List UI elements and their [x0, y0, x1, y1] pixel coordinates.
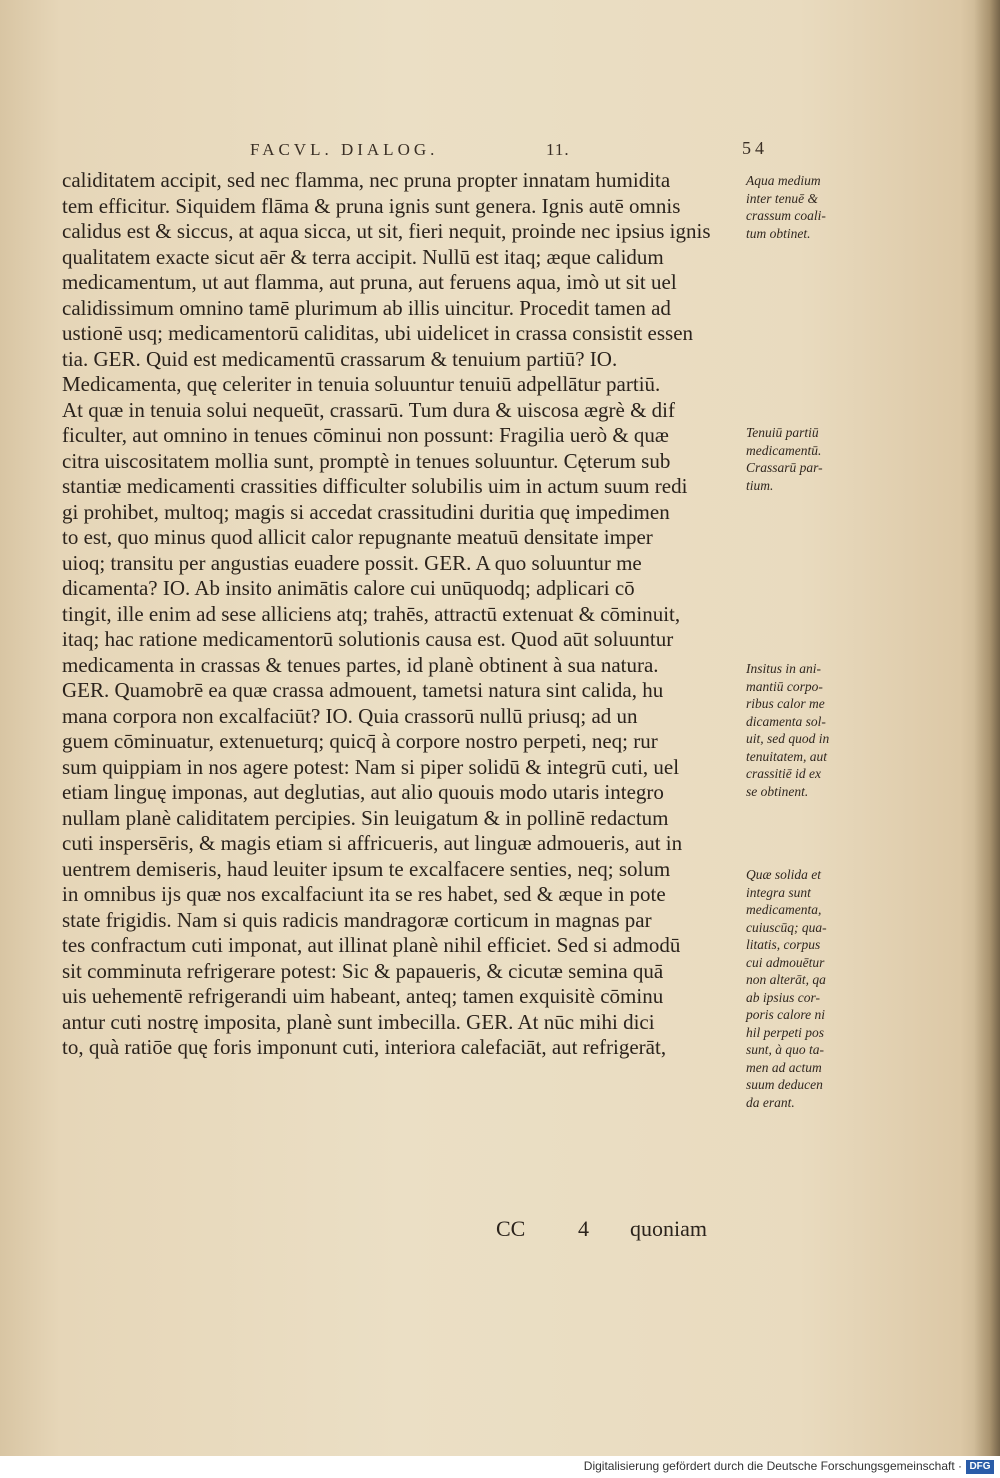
margin-note-3: [746, 660, 850, 800]
text-line: to est, quo minus quod allicit calor repugnante meatuū densitate imper: [62, 525, 653, 549]
digitization-footer: [0, 1456, 1000, 1478]
text-line: state frigidis. Nam si quis radicis mandragoræ corticum in magnas par: [62, 907, 652, 932]
margin-note-2: [746, 424, 850, 494]
margin-note-line: men ad actum: [746, 1059, 822, 1075]
margin-note-1: [746, 172, 850, 242]
text-line: ficulter, aut omnino in tenues cōminui non possunt: Fragilia uerò & quæ: [62, 423, 669, 447]
text-line: in omnibus ijs quæ nos excalfaciunt ita se res habet, sed & æque in pote: [62, 882, 666, 906]
margin-note-4: [746, 866, 850, 1111]
page-number-mark: 54: [742, 138, 768, 158]
margin-note-line: tenuitatem, aut: [746, 748, 827, 764]
text-line: ustionē usq; medicamentorū caliditas, ubi uidelicet in crassa consistit essen: [62, 321, 694, 345]
text-line: etiam linguę imponas, aut deglutias, aut alio quouis modo utaris integro: [62, 780, 664, 804]
text-line: GER. Quamobrē ea quæ crassa admouent, tametsi natura sint calida, hu: [62, 678, 664, 702]
margin-note-line: suum deducen: [746, 1077, 823, 1092]
margin-note-line: medicamenta,: [746, 902, 822, 917]
margin-note-line: litatis, corpus: [746, 937, 821, 952]
text-line: Medicamenta, quę celeriter in tenuia soluuntur tenuiū adpellātur partiū.: [62, 372, 661, 396]
text-line: caliditatem accipit, sed nec flamma, nec pruna propter innatam humidita: [62, 168, 671, 192]
running-head: [240, 136, 768, 164]
margin-note-line: Aqua medium: [746, 173, 821, 188]
text-line: tes confractum cuti imponat, aut illinat planè nihil efficiet. Sed si admodū: [62, 933, 681, 957]
margin-note-line: mantiū corpo-: [746, 678, 823, 694]
text-line: mana corpora non excalfaciūt? IO. Quia crassorū nullū priusq; ad un: [62, 703, 638, 728]
signature-number: 4: [578, 1216, 589, 1241]
text-line: calidus est & siccus, at aqua sicca, ut sit, fieri nequit, proinde nec ipsius ignis: [62, 219, 711, 243]
margin-note-line: sunt, à quo ta-: [746, 1042, 825, 1057]
text-line: uis uehementē refrigerandi uim habeant, anteq; tamen exquisitè cōminu: [62, 984, 664, 1008]
margin-note-line: uit, sed quod in: [746, 731, 830, 746]
text-line: sit comminuta refrigerare potest: Sic & papaueris, & cicutæ semina quā: [62, 958, 664, 983]
margin-note-line: ribus calor me: [746, 696, 825, 711]
margin-note-line: da erant.: [746, 1094, 795, 1110]
text-line: At quæ in tenuia solui nequeūt, crassarū. Tum dura & uiscosa ægrè & dif: [62, 397, 676, 422]
text-line: medicamenta in crassas & tenues partes, id planè obtinent à sua natura.: [62, 652, 659, 677]
margin-note-line: crassum coali-: [746, 208, 826, 223]
margin-note-line: inter tenuē &: [746, 190, 818, 206]
text-line: uioq; transitu per angustias euadere possit. GER. A quo soluuntur me: [62, 550, 642, 575]
margin-note-line: dicamenta sol-: [746, 713, 826, 729]
margin-note-line: cui admouētur: [746, 954, 825, 970]
margin-note-line: Crassarū par-: [746, 460, 823, 475]
catchword: quoniam: [630, 1216, 707, 1241]
margin-note-line: integra sunt: [746, 884, 811, 900]
text-line: medicamentum, ut aut flamma, aut pruna, aut feruens aqua, imò ut sit uel: [62, 270, 677, 294]
text-line: tingit, ille enim ad sese alliciens atq; trahēs, attractū extenuat & cōminuit,: [62, 601, 681, 626]
text-line: calidissimum omnino tamē plurimum ab illis uincitur. Procedit tamen ad: [62, 295, 671, 320]
text-line: to, quà ratiōe quę foris imponunt cuti, interiora calefaciāt, aut refrigerāt,: [62, 1035, 667, 1059]
text-line: itaq; hac ratione medicamentorū solutionis causa est. Quod aūt soluuntur: [62, 627, 674, 651]
margin-note-line: crassitiē id ex: [746, 766, 821, 781]
margin-note-line: Quæ solida et: [746, 867, 822, 882]
text-line: dicamenta? IO. Ab insito animātis calore cui unūquodq; adplicari cō: [62, 576, 635, 600]
text-line: guem cōminuatur, extenueturq; quicq̄ à corpore nostro perpeti, neq; rur: [62, 729, 658, 753]
text-line: sum quippiam in nos agere potest: Nam si piper solidū & integrū cuti, uel: [62, 754, 680, 779]
main-text-block: [62, 168, 742, 1061]
margin-note-line: ab ipsius cor-: [746, 989, 820, 1005]
margin-note-line: se obtinent.: [746, 783, 809, 799]
text-line: tia. GER. Quid est medicamentū crassarum & tenuium partiū? IO.: [62, 346, 618, 371]
signature-mark: CC: [496, 1216, 526, 1241]
text-line: cuti inspersēris, & magis etiam si affricueris, aut linguæ admoueris, aut in: [62, 831, 683, 855]
text-line: antur cuti nostrę imposita, planè sunt imbecilla. GER. At nūc mihi dici: [62, 1009, 655, 1034]
margin-note-line: tium.: [746, 477, 774, 493]
text-line: stantiæ medicamenti crassities difficulter solubilis uim in actum suum redi: [62, 474, 688, 498]
text-line: tem efficitur. Siquidem flāma & pruna ignis sunt genera. Ignis autē omnis: [62, 193, 681, 218]
running-head-folio: 11.: [546, 140, 570, 159]
text-line: gi prohibet, multoq; magis si accedat crassitudini duritia quę impedimen: [62, 499, 670, 524]
funding-credit: Digitalisierung gefördert durch die Deutsche Forschungsgemeinschaft ·: [583, 1459, 962, 1473]
running-head-title: FACVL. DIALOG.: [250, 140, 439, 159]
margin-note-line: non alterāt, qa: [746, 972, 826, 987]
catchline: [490, 1216, 730, 1246]
dfg-logo: DFG: [966, 1460, 994, 1474]
margin-note-line: poris calore ni: [746, 1007, 825, 1022]
text-line: qualitatem exacte sicut aēr & terra accipit. Nullū est itaq; æque calidum: [62, 244, 664, 269]
margin-note-line: cuiuscūq; qua-: [746, 919, 827, 935]
margin-note-line: medicamentū.: [746, 442, 822, 458]
margin-note-line: Tenuiū partiū: [746, 425, 819, 440]
text-line: citra uiscositatem mollia sunt, promptè in tenues soluuntur. Cęterum sub: [62, 448, 671, 473]
text-line: nullam planè caliditatem percipies. Sin leuigatum & in pollinē redactum: [62, 805, 669, 830]
margin-note-line: hil perpeti pos: [746, 1024, 824, 1040]
text-line: uentrem demiseris, haud leuiter ipsum te excalfacere senties, neq; solum: [62, 856, 671, 881]
margin-note-line: tum obtinet.: [746, 225, 811, 241]
margin-note-line: Insitus in ani-: [746, 661, 822, 676]
